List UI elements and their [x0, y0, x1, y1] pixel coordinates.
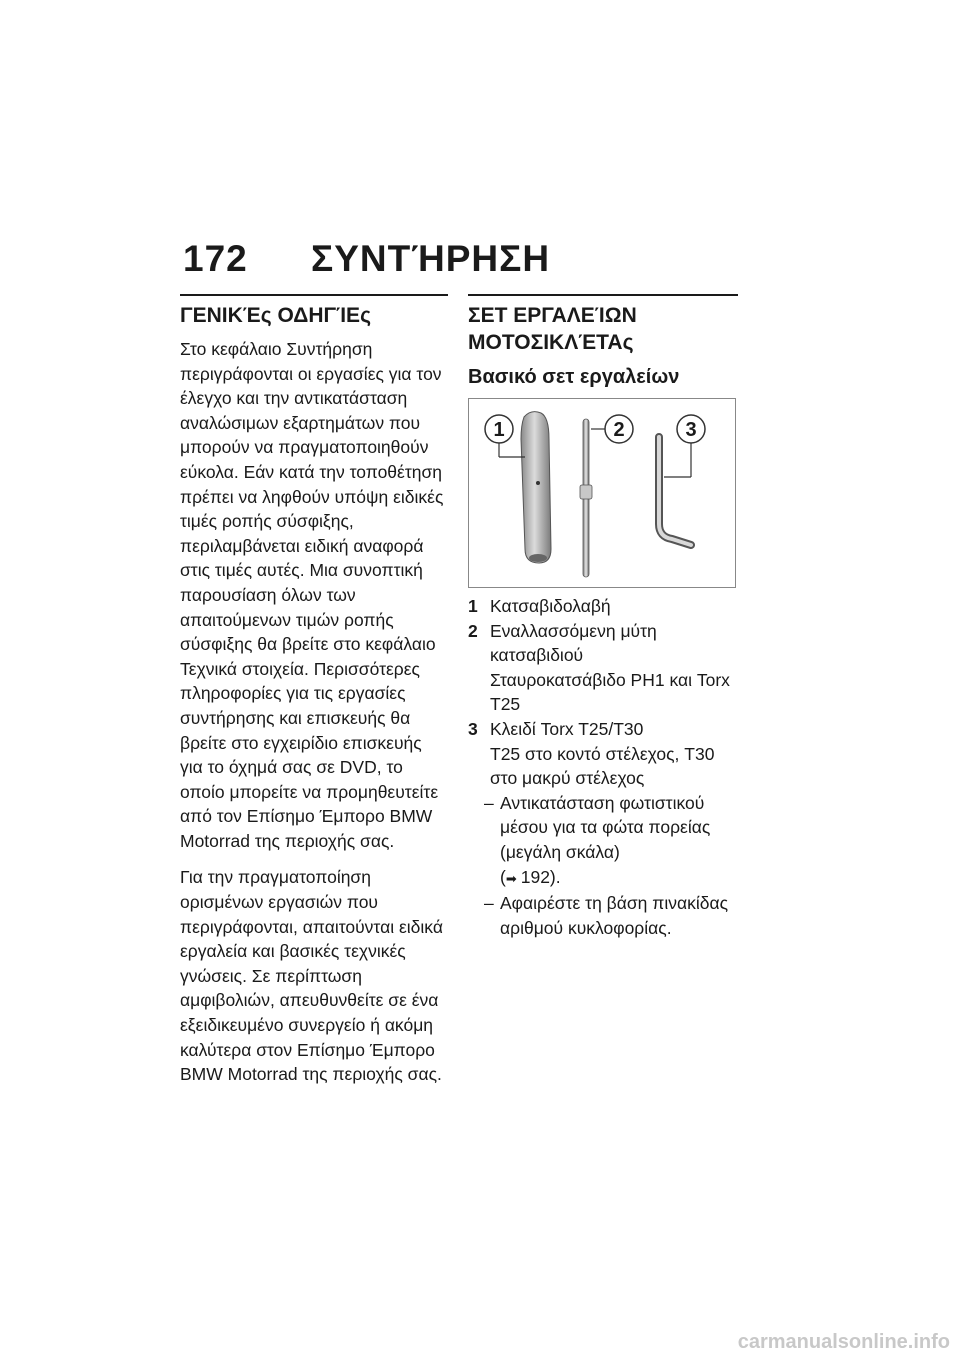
- callout-3: [664, 415, 705, 477]
- watermark: carmanualsonline.info: [737, 1331, 950, 1353]
- bullet-dash: –: [484, 792, 494, 813]
- subsection-title-basic-toolkit: Βασικό σετ εργαλείων: [468, 366, 680, 388]
- svg-text:2: 2: [613, 419, 625, 441]
- page-reference-link[interactable]: 192).: [520, 866, 561, 887]
- bullet-text: Αφαιρέστε τη βάση πινακίδας αριθμού κυκλοφορίας.: [500, 893, 729, 938]
- section-title-toolkit: ΣΕΤ ΕΡΓΑΛΕΊΩΝ ΜΟΤΟΣΙΚΛΈΤΑς: [468, 304, 637, 354]
- left-column: [180, 294, 448, 1087]
- section-rule: [468, 294, 738, 296]
- legend-item: [468, 619, 738, 668]
- legend-number: 3: [468, 718, 478, 739]
- toolkit-figure: [468, 398, 736, 588]
- torx-key: [659, 437, 691, 545]
- figure-legend: [468, 594, 738, 940]
- legend-number: 1: [468, 596, 478, 616]
- section-rule: [180, 294, 448, 296]
- legend-text: Κατσαβιδολαβή: [490, 596, 611, 616]
- right-column: [468, 294, 738, 940]
- toolkit-illustration: [469, 399, 737, 589]
- bullet-item: – Αντικατάσταση φωτιστικού μέσου για τα φώτα πορείας (μεγάλη σκάλα) (➡ 192).: [468, 791, 738, 891]
- legend-number: 2: [468, 620, 478, 641]
- general-paragraph-2: Για την πραγματοποίηση ορισμένων εργασιών που περιγράφονται, απαιτούνται ειδικά εργαλεία και βασικές τεχνικές γνώσεις. Σε περίπτωση αμφιβολιών, απευθυνθείτε σε ένα εξειδικευμένο συνεργείο ή ακόμη καλύτερα στον Επίσημο Έμπορο BMW Motorrad της περιοχής σας.: [180, 867, 443, 1085]
- screwdriver-handle: [521, 412, 551, 563]
- page-number: 172: [183, 238, 248, 279]
- section-title-general: ΓΕΝΙΚΈς ΟΔΗΓΊΕς: [180, 304, 371, 327]
- legend-item: [468, 717, 738, 742]
- svg-text:1: 1: [493, 419, 505, 441]
- general-paragraph-1: Στο κεφάλαιο Συντήρηση περιγράφονται οι εργασίες για τον έλεγχο και την αντικατάσταση αναλώσιμων εξαρτημάτων που μπορούν να πραγματοποιηθούν εύκολα. Εάν κατά την τοποθέτηση πρέπει να ληφθούν υπόψη ειδικές τιμές ροπής σύσφιξης, περιλαμβάνεται ειδική αναφορά στις τιμές αυτές. Μια συνοπτική παρουσίαση όλων των απαιτούμενων τιμών ροπής σύσφιξης θα βρείτε στο κεφάλαιο Τεχνικά στοιχεία. Περισσότερες πληροφορίες για τις εργασίες συντήρησης και επισκευής θα βρείτε στο εγχειρίδιο επισκευής για το όχημά σας σε DVD, το οποίο μπορείτε να προμηθευτείτε από τον Επίσημο Έμπορο BMW Motorrad της περιοχής σας.: [180, 339, 444, 851]
- callout-1: [485, 415, 525, 457]
- legend-detail: T25 στο κοντό στέλεχος, T30 στο μακρύ στέλεχος: [490, 743, 715, 789]
- legend-text: Εναλλασσόμενη μύτη κατσαβιδιού: [490, 620, 657, 666]
- page-header: [183, 238, 550, 280]
- chapter-title: ΣΥΝΤΉΡΗΣΗ: [311, 238, 551, 279]
- svg-text:3: 3: [685, 419, 697, 441]
- legend-item: [468, 594, 738, 619]
- bullet-item: [468, 891, 738, 940]
- bullet-dash: –: [484, 893, 494, 914]
- callout-2: [591, 415, 633, 443]
- legend-text: Κλειδί Torx T25/T30: [490, 718, 644, 739]
- legend-detail: Σταυροκατσάβιδο PH1 και Torx T25: [490, 669, 730, 715]
- page-reference-arrow-icon: ➡: [505, 870, 517, 886]
- bullet-text: Αντικατάσταση φωτιστικού μέσου για τα φώτα πορείας (μεγάλη σκάλα): [500, 792, 711, 862]
